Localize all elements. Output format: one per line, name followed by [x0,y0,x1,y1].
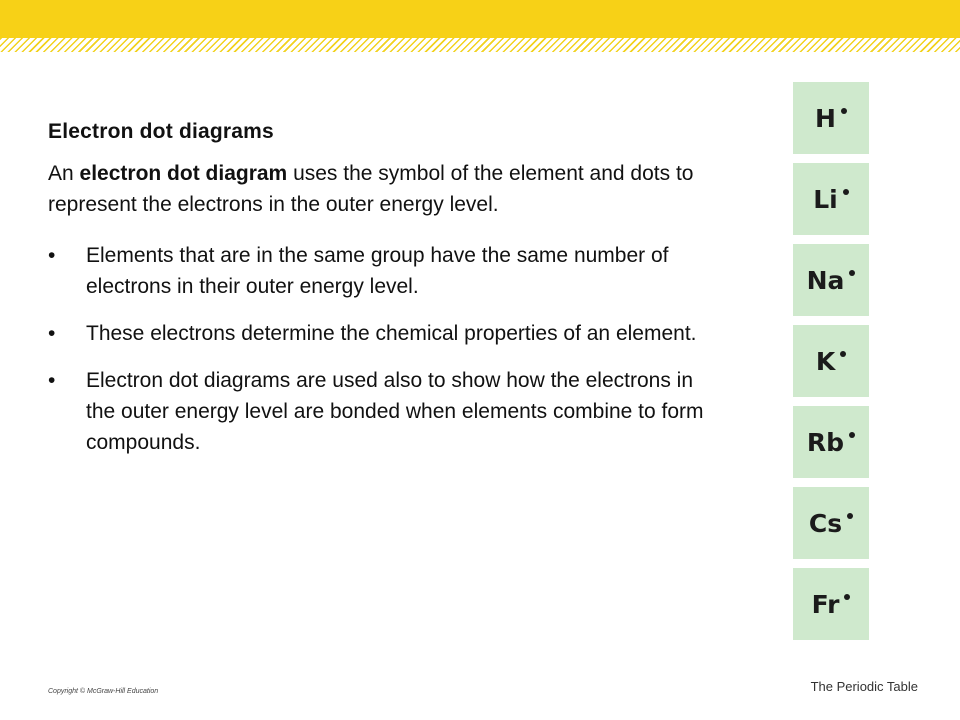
bullet-item [48,365,718,458]
element-symbol: Na [806,265,845,295]
bullet-item [48,240,718,302]
intro-text-end: uses the symbol of the element and dots to represent the electrons in the outer energy level. [48,162,694,216]
element-symbol: Cs [808,508,843,538]
element-tile-na [793,244,869,316]
valence-electron-dot [847,513,853,519]
element-tile-fr [793,568,869,640]
copyright-notice: Copyright © McGraw-Hill Education [48,688,159,695]
element-tile-li [793,163,869,235]
header-hatch-band [0,38,960,52]
bullet-text: Electron dot diagrams are used also to show how the electrons in the outer energy level are bonded when elements combine to form compounds. [86,369,704,454]
bullet-icon: • [48,322,56,345]
element-symbol: Fr [811,589,840,619]
valence-electron-dot [844,594,850,600]
element-tile-cs [793,487,869,559]
valence-electron-dot [849,432,855,438]
valence-electron-dot [841,108,847,114]
slide-title: Electron dot diagrams [48,120,274,143]
electron-dot-tiles [793,82,869,649]
bullet-list [48,240,718,458]
header-bar [0,0,960,38]
intro-paragraph [48,158,718,220]
element-tile-k [793,325,869,397]
element-tile-rb [793,406,869,478]
element-symbol: K [815,346,836,376]
intro-term-bold: electron dot diagram [79,162,288,185]
valence-electron-dot [840,351,846,357]
element-symbol: Li [813,184,838,214]
footer-section-title: The Periodic Table [810,679,918,694]
bullet-text: Elements that are in the same group have the same number of electrons in their outer energy level. [86,244,669,298]
bullet-icon: • [48,244,56,267]
element-tile-h [793,82,869,154]
element-symbol: Rb [806,427,845,457]
bullet-icon: • [48,369,56,392]
slide-content [48,118,718,474]
valence-electron-dot [849,270,855,276]
valence-electron-dot [843,189,849,195]
element-symbol: H [815,103,836,133]
intro-text-start: An [48,162,80,185]
bullet-text: These electrons determine the chemical properties of an element. [86,322,697,345]
bullet-item [48,318,718,349]
